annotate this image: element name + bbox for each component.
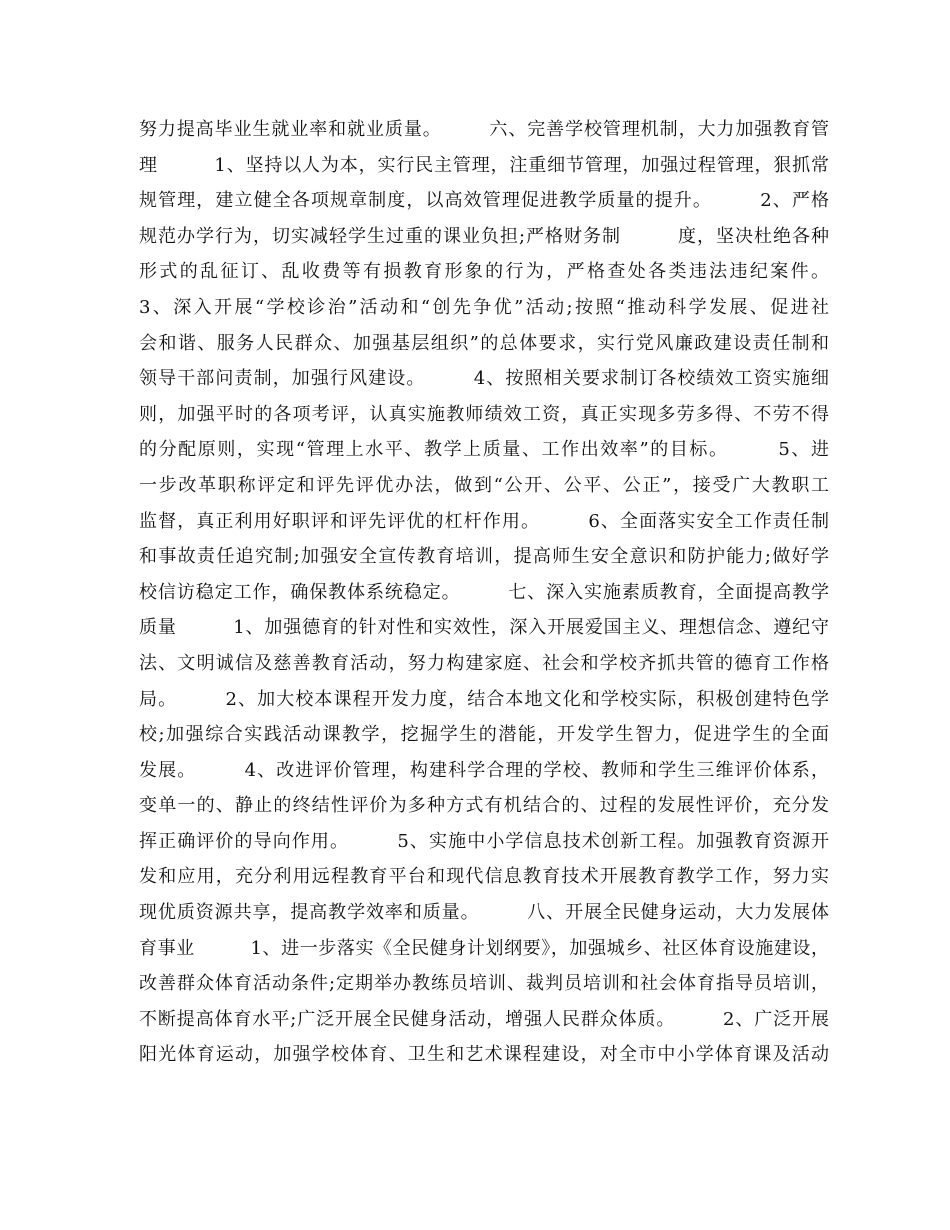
text-line: 和事故责任追究制;加强安全宣传教育培训，提高师生安全意识和防护能力;做好学 [139, 546, 829, 568]
text-line: 努力提高毕业生就业率和就业质量。 六、完善学校管理机制，大力加强教育管 [139, 119, 829, 140]
text-line: 监督，真正利用好职评和评先评优的杠杆作用。 6、全面落实安全工作责任制 [139, 510, 829, 532]
text-line: 现优质资源共享，提高教学效率和质量。 八、开展全民健身运动，大力发展体 [139, 902, 829, 924]
body-text [139, 112, 829, 1073]
text-line: 挥正确评价的导向作用。 5、实施中小学信息技术创新工程。加强教育资源开 [139, 830, 829, 852]
text-line: 一步改革职称评定和评先评优办法，做到“公开、公平、公正”，接受广大教职工 [139, 474, 829, 496]
text-line: 发和应用，充分利用远程教育平台和现代信息教育技术开展教育教学工作，努力实 [139, 866, 829, 888]
text-line: 变单一的、静止的终结性评价为多种方式有机结合的、过程的发展性评价，充分发 [139, 795, 829, 817]
text-line: 改善群众体育活动条件;定期举办教练员培训、裁判员培训和社会体育指导员培训， [139, 973, 829, 995]
text-line: 规管理，建立健全各项规章制度，以高效管理促进教学质量的提升。 2、严格 [139, 190, 829, 212]
text-line: 会和谐、服务人民群众、加强基层组织”的总体要求，实行党风廉政建设责任制和 [139, 332, 829, 354]
text-line: 法、文明诚信及慈善教育活动，努力构建家庭、社会和学校齐抓共管的德育工作格 [139, 652, 829, 674]
text-line: 校信访稳定工作，确保教体系统稳定。 七、深入实施素质教育，全面提高教学 [139, 581, 829, 603]
text-line: 育事业 1、进一步落实《全民健身计划纲要》，加强城乡、社区体育设施建设， [139, 937, 829, 959]
text-line: 不断提高体育水平;广泛开展全民健身活动，增强人民群众体质。 2、广泛开展 [139, 1008, 829, 1030]
text-line: 形式的乱征订、乱收费等有损教育形象的行为，严格查处各类违法违纪案件。 [139, 261, 829, 283]
text-line: 局。 2、加大校本课程开发力度，结合本地文化和学校实际，积极创建特色学 [139, 688, 829, 710]
text-line: 的分配原则，实现“管理上水平、教学上质量、工作出效率”的目标。 5、进 [139, 439, 829, 461]
text-line: 3、深入开展“学校诊治”活动和“创先争优”活动;按照“推动科学发展、促进社 [139, 296, 829, 318]
text-line: 领导干部问责制，加强行风建设。 4、按照相关要求制订各校绩效工资实施细 [139, 368, 829, 390]
text-line: 阳光体育运动，加强学校体育、卫生和艺术课程建设，对全市中小学体育课及活动 [139, 1044, 829, 1066]
text-line: 理 1、坚持以人为本，实行民主管理，注重细节管理，加强过程管理，狠抓常 [139, 154, 829, 176]
text-line: 质量 1、加强德育的针对性和实效性，深入开展爱国主义、理想信念、遵纪守 [139, 617, 829, 639]
text-line: 规范办学行为，切实减轻学生过重的课业负担;严格财务制 度，坚决杜绝各种 [139, 225, 829, 247]
text-line: 校;加强综合实践活动课教学，挖掘学生的潜能，开发学生智力，促进学生的全面 [139, 724, 829, 746]
text-line: 发展。 4、改进评价管理，构建科学合理的学校、教师和学生三维评价体系， [139, 759, 829, 781]
text-line: 则，加强平时的各项考评，认真实施教师绩效工资，真正实现多劳多得、不劳不得 [139, 403, 829, 425]
